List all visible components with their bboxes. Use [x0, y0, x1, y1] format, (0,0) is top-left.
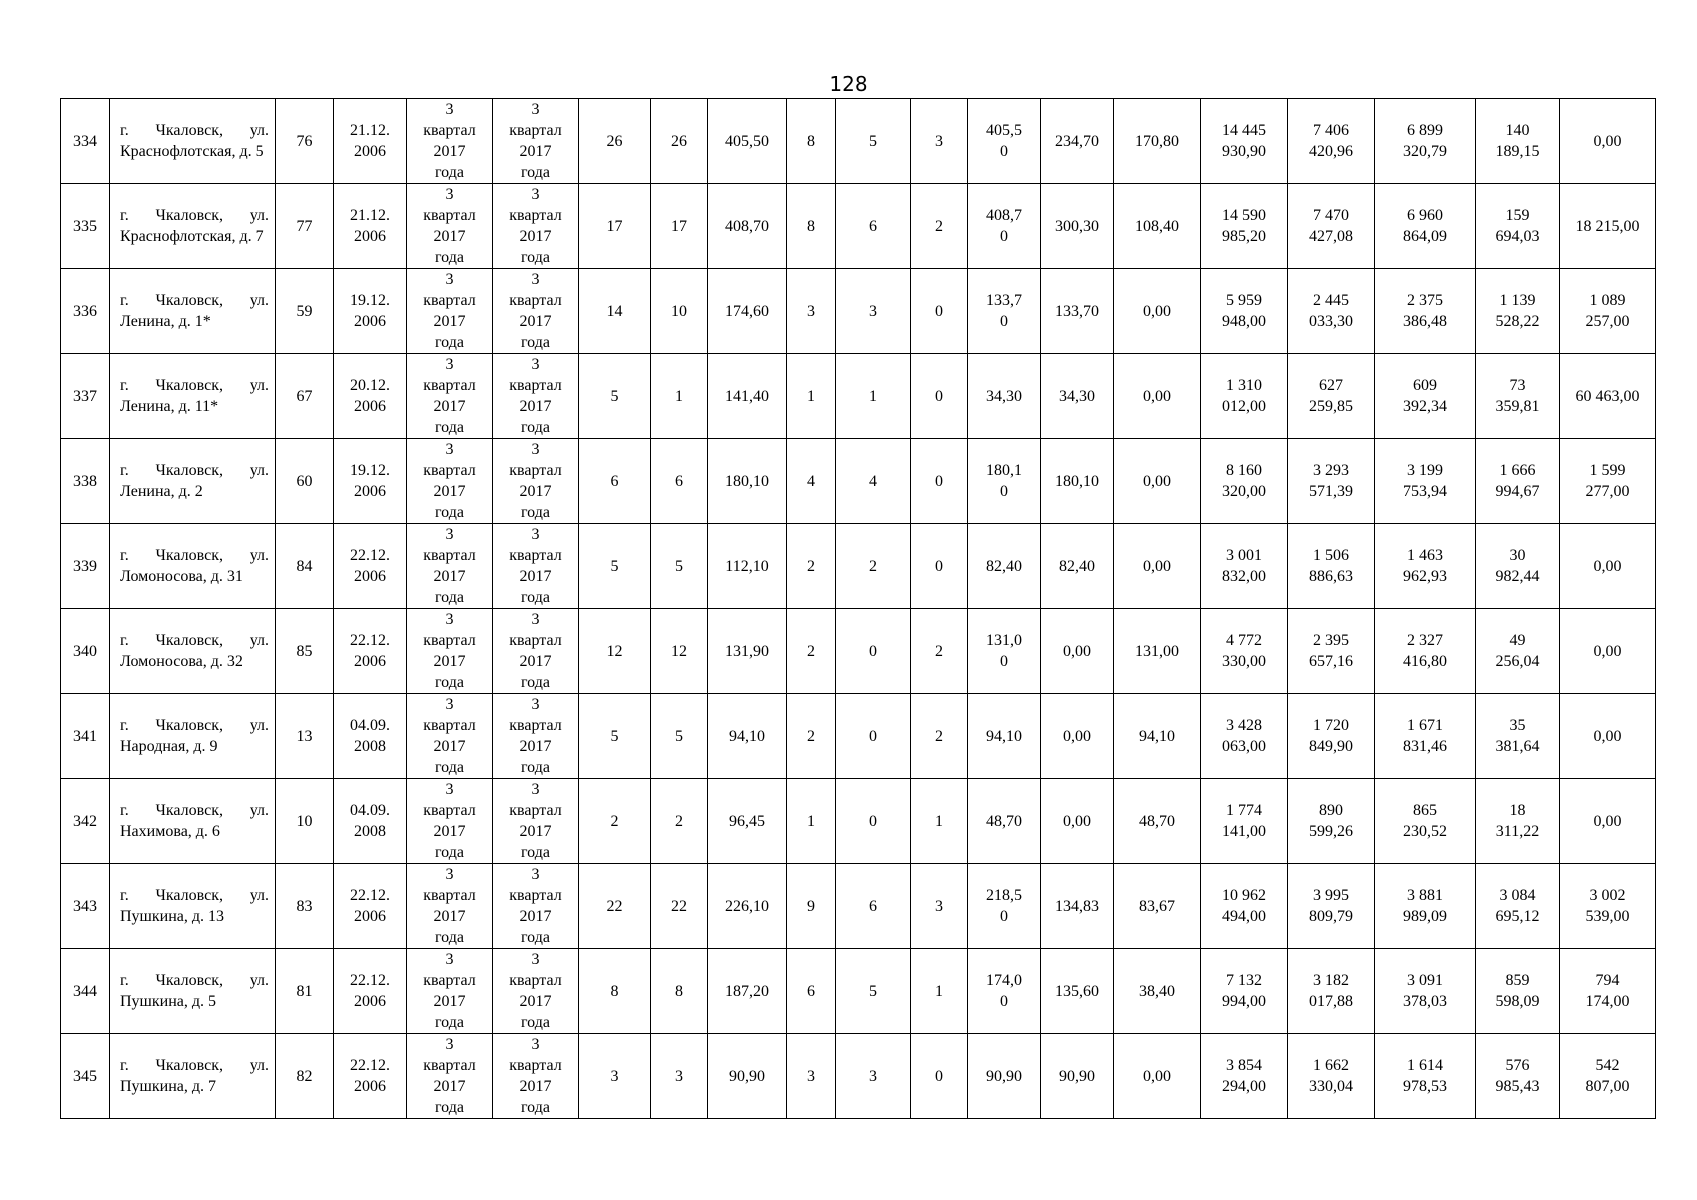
table-cell-c17: 2 445 033,30	[1288, 269, 1375, 354]
table-cell-date: 04.09. 2008	[334, 694, 407, 779]
table-cell-c19: 30 982,44	[1476, 524, 1560, 609]
table-cell-c9: 226,10	[708, 864, 787, 949]
table-cell-term2: 3 квартал 2017 года	[493, 524, 579, 609]
table-cell-c17: 1 506 886,63	[1288, 524, 1375, 609]
table-row	[61, 354, 1656, 439]
table-cell-c11: 3	[836, 1034, 911, 1119]
table-cell-c13: 94,10	[968, 694, 1041, 779]
table-cell-c9: 180,10	[708, 439, 787, 524]
table-cell-c16: 5 959 948,00	[1201, 269, 1288, 354]
table-cell-c17: 3 293 571,39	[1288, 439, 1375, 524]
table-row	[61, 1034, 1656, 1119]
table-cell-c3: 13	[276, 694, 334, 779]
table-cell-c19: 18 311,22	[1476, 779, 1560, 864]
table-cell-c13: 34,30	[968, 354, 1041, 439]
table-cell-c18: 2 327 416,80	[1375, 609, 1476, 694]
table-cell-c3: 84	[276, 524, 334, 609]
table-cell-c19: 1 139 528,22	[1476, 269, 1560, 354]
table-cell-c15: 0,00	[1114, 1034, 1201, 1119]
table-cell-c16: 3 854 294,00	[1201, 1034, 1288, 1119]
table-cell-address: г. Чкаловск, ул. Ленина, д. 11*	[110, 354, 276, 439]
table-cell-num: 342	[61, 779, 110, 864]
table-cell-term1: 3 квартал 2017 года	[407, 609, 493, 694]
table-cell-c9: 90,90	[708, 1034, 787, 1119]
table-cell-num: 338	[61, 439, 110, 524]
table-cell-c11: 2	[836, 524, 911, 609]
table-cell-c11: 0	[836, 609, 911, 694]
table-cell-c9: 408,70	[708, 184, 787, 269]
table-cell-c9: 131,90	[708, 609, 787, 694]
table-cell-term1: 3 квартал 2017 года	[407, 864, 493, 949]
table-cell-c16: 3 428 063,00	[1201, 694, 1288, 779]
table-cell-num: 345	[61, 1034, 110, 1119]
table-cell-c16: 1 310 012,00	[1201, 354, 1288, 439]
table-cell-c14: 300,30	[1041, 184, 1114, 269]
table-cell-c9: 96,45	[708, 779, 787, 864]
table-cell-c8: 5	[651, 524, 708, 609]
table-row	[61, 439, 1656, 524]
table-cell-c10: 2	[787, 694, 836, 779]
housing-registry-table	[60, 98, 1656, 1119]
table-cell-term1: 3 квартал 2017 года	[407, 99, 493, 184]
table-cell-c11: 6	[836, 864, 911, 949]
table-cell-address: г. Чкаловск, ул. Пушкина, д. 13	[110, 864, 276, 949]
table-cell-c15: 48,70	[1114, 779, 1201, 864]
table-cell-c13: 82,40	[968, 524, 1041, 609]
table-cell-c8: 3	[651, 1034, 708, 1119]
table-cell-c17: 627 259,85	[1288, 354, 1375, 439]
table-cell-c14: 0,00	[1041, 609, 1114, 694]
table-cell-c13: 405,5 0	[968, 99, 1041, 184]
table-cell-c3: 82	[276, 1034, 334, 1119]
table-cell-c7: 5	[579, 694, 651, 779]
table-cell-term2: 3 квартал 2017 года	[493, 184, 579, 269]
table-cell-c7: 8	[579, 949, 651, 1034]
table-cell-num: 335	[61, 184, 110, 269]
table-cell-c7: 12	[579, 609, 651, 694]
table-cell-term1: 3 квартал 2017 года	[407, 949, 493, 1034]
table-cell-date: 22.12. 2006	[334, 609, 407, 694]
table-cell-c18: 3 881 989,09	[1375, 864, 1476, 949]
table-row	[61, 864, 1656, 949]
table-cell-c20: 3 002 539,00	[1560, 864, 1656, 949]
table-cell-c12: 0	[911, 524, 968, 609]
table-cell-c9: 112,10	[708, 524, 787, 609]
table-cell-c10: 1	[787, 779, 836, 864]
table-cell-c20: 0,00	[1560, 694, 1656, 779]
table-cell-c7: 3	[579, 1034, 651, 1119]
table-cell-c8: 6	[651, 439, 708, 524]
table-cell-address: г. Чкаловск, ул. Краснофлотская, д. 7	[110, 184, 276, 269]
table-cell-c14: 0,00	[1041, 779, 1114, 864]
table-cell-date: 20.12. 2006	[334, 354, 407, 439]
table-cell-c17: 890 599,26	[1288, 779, 1375, 864]
table-cell-c15: 38,40	[1114, 949, 1201, 1034]
table-cell-c11: 0	[836, 779, 911, 864]
table-cell-c10: 8	[787, 184, 836, 269]
table-cell-c20: 542 807,00	[1560, 1034, 1656, 1119]
table-cell-c19: 3 084 695,12	[1476, 864, 1560, 949]
table-cell-c17: 2 395 657,16	[1288, 609, 1375, 694]
table-cell-c14: 133,70	[1041, 269, 1114, 354]
table-row	[61, 524, 1656, 609]
table-row	[61, 269, 1656, 354]
table-cell-c15: 108,40	[1114, 184, 1201, 269]
table-cell-c12: 0	[911, 269, 968, 354]
table-cell-term2: 3 квартал 2017 года	[493, 99, 579, 184]
table-cell-c18: 609 392,34	[1375, 354, 1476, 439]
table-cell-term1: 3 квартал 2017 года	[407, 354, 493, 439]
table-cell-c12: 3	[911, 99, 968, 184]
table-cell-c17: 3 182 017,88	[1288, 949, 1375, 1034]
table-cell-c14: 82,40	[1041, 524, 1114, 609]
table-cell-c14: 134,83	[1041, 864, 1114, 949]
table-cell-c11: 5	[836, 949, 911, 1034]
table-cell-address: г. Чкаловск, ул. Народная, д. 9	[110, 694, 276, 779]
table-cell-c20: 18 215,00	[1560, 184, 1656, 269]
table-cell-c18: 1 463 962,93	[1375, 524, 1476, 609]
table-cell-c3: 60	[276, 439, 334, 524]
table-cell-c18: 3 091 378,03	[1375, 949, 1476, 1034]
table-cell-c8: 1	[651, 354, 708, 439]
table-cell-num: 343	[61, 864, 110, 949]
table-cell-c17: 3 995 809,79	[1288, 864, 1375, 949]
table-cell-term2: 3 квартал 2017 года	[493, 864, 579, 949]
table-cell-num: 344	[61, 949, 110, 1034]
table-cell-c13: 131,0 0	[968, 609, 1041, 694]
table-cell-c10: 3	[787, 1034, 836, 1119]
table-cell-c19: 35 381,64	[1476, 694, 1560, 779]
table-cell-c13: 48,70	[968, 779, 1041, 864]
table-cell-c11: 1	[836, 354, 911, 439]
table-cell-term1: 3 квартал 2017 года	[407, 269, 493, 354]
table-cell-c16: 14 590 985,20	[1201, 184, 1288, 269]
table-cell-c3: 81	[276, 949, 334, 1034]
table-cell-c10: 8	[787, 99, 836, 184]
table-cell-c18: 6 960 864,09	[1375, 184, 1476, 269]
table-cell-c9: 174,60	[708, 269, 787, 354]
table-cell-term2: 3 квартал 2017 года	[493, 609, 579, 694]
table-cell-c12: 1	[911, 779, 968, 864]
table-cell-c20: 0,00	[1560, 779, 1656, 864]
table-row	[61, 694, 1656, 779]
table-cell-term1: 3 квартал 2017 года	[407, 779, 493, 864]
table-cell-c14: 0,00	[1041, 694, 1114, 779]
table-cell-c13: 174,0 0	[968, 949, 1041, 1034]
table-cell-term2: 3 квартал 2017 года	[493, 354, 579, 439]
table-cell-c3: 59	[276, 269, 334, 354]
table-cell-c12: 0	[911, 354, 968, 439]
table-cell-c15: 131,00	[1114, 609, 1201, 694]
table-cell-c12: 2	[911, 609, 968, 694]
table-cell-address: г. Чкаловск, ул. Пушкина, д. 5	[110, 949, 276, 1034]
table-cell-c20: 0,00	[1560, 524, 1656, 609]
table-row	[61, 779, 1656, 864]
table-cell-c20: 60 463,00	[1560, 354, 1656, 439]
table-cell-c10: 4	[787, 439, 836, 524]
table-cell-c10: 1	[787, 354, 836, 439]
table-cell-c16: 1 774 141,00	[1201, 779, 1288, 864]
table-cell-c15: 0,00	[1114, 269, 1201, 354]
table-cell-c7: 2	[579, 779, 651, 864]
table-cell-term2: 3 квартал 2017 года	[493, 439, 579, 524]
table-cell-c11: 6	[836, 184, 911, 269]
table-cell-date: 22.12. 2006	[334, 1034, 407, 1119]
table-cell-c12: 0	[911, 1034, 968, 1119]
table-cell-term1: 3 квартал 2017 года	[407, 439, 493, 524]
table-cell-c18: 6 899 320,79	[1375, 99, 1476, 184]
table-cell-c9: 187,20	[708, 949, 787, 1034]
table-cell-c20: 0,00	[1560, 609, 1656, 694]
table-cell-c9: 405,50	[708, 99, 787, 184]
table-row	[61, 99, 1656, 184]
table-cell-c10: 6	[787, 949, 836, 1034]
table-cell-term2: 3 квартал 2017 года	[493, 694, 579, 779]
table-cell-c16: 4 772 330,00	[1201, 609, 1288, 694]
table-cell-c16: 8 160 320,00	[1201, 439, 1288, 524]
table-cell-c19: 49 256,04	[1476, 609, 1560, 694]
table-cell-c8: 10	[651, 269, 708, 354]
table-cell-address: г. Чкаловск, ул. Ленина, д. 2	[110, 439, 276, 524]
table-cell-c15: 0,00	[1114, 354, 1201, 439]
table-cell-term1: 3 квартал 2017 года	[407, 184, 493, 269]
table-cell-c14: 180,10	[1041, 439, 1114, 524]
table-cell-address: г. Чкаловск, ул. Ленина, д. 1*	[110, 269, 276, 354]
table-cell-num: 336	[61, 269, 110, 354]
table-cell-c17: 1 720 849,90	[1288, 694, 1375, 779]
table-cell-c17: 7 470 427,08	[1288, 184, 1375, 269]
table-cell-c8: 8	[651, 949, 708, 1034]
table-cell-date: 22.12. 2006	[334, 524, 407, 609]
table-cell-term2: 3 квартал 2017 года	[493, 269, 579, 354]
table-cell-c3: 10	[276, 779, 334, 864]
table-cell-num: 337	[61, 354, 110, 439]
table-cell-date: 04.09. 2008	[334, 779, 407, 864]
table-cell-c3: 83	[276, 864, 334, 949]
table-cell-c10: 3	[787, 269, 836, 354]
table-cell-c9: 141,40	[708, 354, 787, 439]
table-cell-c13: 218,5 0	[968, 864, 1041, 949]
table-cell-c15: 0,00	[1114, 439, 1201, 524]
table-cell-c20: 0,00	[1560, 99, 1656, 184]
table-cell-c3: 77	[276, 184, 334, 269]
table-cell-date: 21.12. 2006	[334, 184, 407, 269]
table-cell-term2: 3 квартал 2017 года	[493, 949, 579, 1034]
table-cell-address: г. Чкаловск, ул. Пушкина, д. 7	[110, 1034, 276, 1119]
table-cell-c8: 22	[651, 864, 708, 949]
table-cell-c16: 14 445 930,90	[1201, 99, 1288, 184]
table-cell-c11: 3	[836, 269, 911, 354]
table-cell-term2: 3 квартал 2017 года	[493, 779, 579, 864]
table-cell-c11: 4	[836, 439, 911, 524]
table-cell-c18: 1 614 978,53	[1375, 1034, 1476, 1119]
table-cell-term2: 3 квартал 2017 года	[493, 1034, 579, 1119]
table-cell-c15: 94,10	[1114, 694, 1201, 779]
table-cell-c12: 3	[911, 864, 968, 949]
table-cell-c7: 5	[579, 524, 651, 609]
table-cell-c14: 135,60	[1041, 949, 1114, 1034]
table-cell-c17: 1 662 330,04	[1288, 1034, 1375, 1119]
table-cell-address: г. Чкаловск, ул. Ломоносова, д. 31	[110, 524, 276, 609]
table-cell-c14: 234,70	[1041, 99, 1114, 184]
table-row	[61, 184, 1656, 269]
table-cell-c14: 90,90	[1041, 1034, 1114, 1119]
table-cell-c8: 5	[651, 694, 708, 779]
table-cell-c10: 2	[787, 524, 836, 609]
table-cell-date: 21.12. 2006	[334, 99, 407, 184]
table-cell-c12: 1	[911, 949, 968, 1034]
table-cell-c8: 17	[651, 184, 708, 269]
table-cell-num: 339	[61, 524, 110, 609]
table-cell-c7: 17	[579, 184, 651, 269]
table-cell-c18: 3 199 753,94	[1375, 439, 1476, 524]
table-cell-c13: 133,7 0	[968, 269, 1041, 354]
table-cell-c19: 159 694,03	[1476, 184, 1560, 269]
table-cell-date: 22.12. 2006	[334, 949, 407, 1034]
table-cell-c19: 859 598,09	[1476, 949, 1560, 1034]
table-cell-address: г. Чкаловск, ул. Нахимова, д. 6	[110, 779, 276, 864]
table-cell-date: 19.12. 2006	[334, 269, 407, 354]
table-cell-c15: 0,00	[1114, 524, 1201, 609]
table-cell-c20: 794 174,00	[1560, 949, 1656, 1034]
table-cell-c15: 170,80	[1114, 99, 1201, 184]
table-cell-term1: 3 квартал 2017 года	[407, 694, 493, 779]
table-cell-c3: 76	[276, 99, 334, 184]
table-cell-c19: 73 359,81	[1476, 354, 1560, 439]
table-cell-c19: 1 666 994,67	[1476, 439, 1560, 524]
table-cell-c12: 0	[911, 439, 968, 524]
table-cell-c16: 10 962 494,00	[1201, 864, 1288, 949]
table-cell-c8: 2	[651, 779, 708, 864]
table-cell-c8: 26	[651, 99, 708, 184]
table-cell-c14: 34,30	[1041, 354, 1114, 439]
table-cell-c3: 67	[276, 354, 334, 439]
table-cell-c13: 90,90	[968, 1034, 1041, 1119]
table-cell-c19: 576 985,43	[1476, 1034, 1560, 1119]
table-cell-c20: 1 089 257,00	[1560, 269, 1656, 354]
table-cell-c18: 865 230,52	[1375, 779, 1476, 864]
table-cell-address: г. Чкаловск, ул. Ломоносова, д. 32	[110, 609, 276, 694]
table-cell-c12: 2	[911, 694, 968, 779]
table-cell-c7: 22	[579, 864, 651, 949]
table-cell-term1: 3 квартал 2017 года	[407, 1034, 493, 1119]
table-cell-c18: 2 375 386,48	[1375, 269, 1476, 354]
table-cell-c13: 408,7 0	[968, 184, 1041, 269]
table-cell-c7: 14	[579, 269, 651, 354]
table-cell-c18: 1 671 831,46	[1375, 694, 1476, 779]
table-cell-c17: 7 406 420,96	[1288, 99, 1375, 184]
table-cell-date: 19.12. 2006	[334, 439, 407, 524]
table-cell-num: 334	[61, 99, 110, 184]
table-cell-c7: 26	[579, 99, 651, 184]
table-row	[61, 949, 1656, 1034]
table-cell-c15: 83,67	[1114, 864, 1201, 949]
table-cell-address: г. Чкаловск, ул. Краснофлотская, д. 5	[110, 99, 276, 184]
table-cell-c10: 9	[787, 864, 836, 949]
table-cell-c20: 1 599 277,00	[1560, 439, 1656, 524]
table-cell-c11: 0	[836, 694, 911, 779]
table-cell-c7: 5	[579, 354, 651, 439]
table-cell-date: 22.12. 2006	[334, 864, 407, 949]
table-cell-c16: 3 001 832,00	[1201, 524, 1288, 609]
table-cell-c10: 2	[787, 609, 836, 694]
table-cell-term1: 3 квартал 2017 года	[407, 524, 493, 609]
table-row	[61, 609, 1656, 694]
table-cell-c11: 5	[836, 99, 911, 184]
table-cell-num: 341	[61, 694, 110, 779]
table-cell-c12: 2	[911, 184, 968, 269]
table-cell-c19: 140 189,15	[1476, 99, 1560, 184]
table-cell-c7: 6	[579, 439, 651, 524]
table-cell-num: 340	[61, 609, 110, 694]
table-cell-c13: 180,1 0	[968, 439, 1041, 524]
table-cell-c3: 85	[276, 609, 334, 694]
page-number: 128	[829, 72, 868, 96]
table-cell-c8: 12	[651, 609, 708, 694]
table-cell-c9: 94,10	[708, 694, 787, 779]
table-cell-c16: 7 132 994,00	[1201, 949, 1288, 1034]
